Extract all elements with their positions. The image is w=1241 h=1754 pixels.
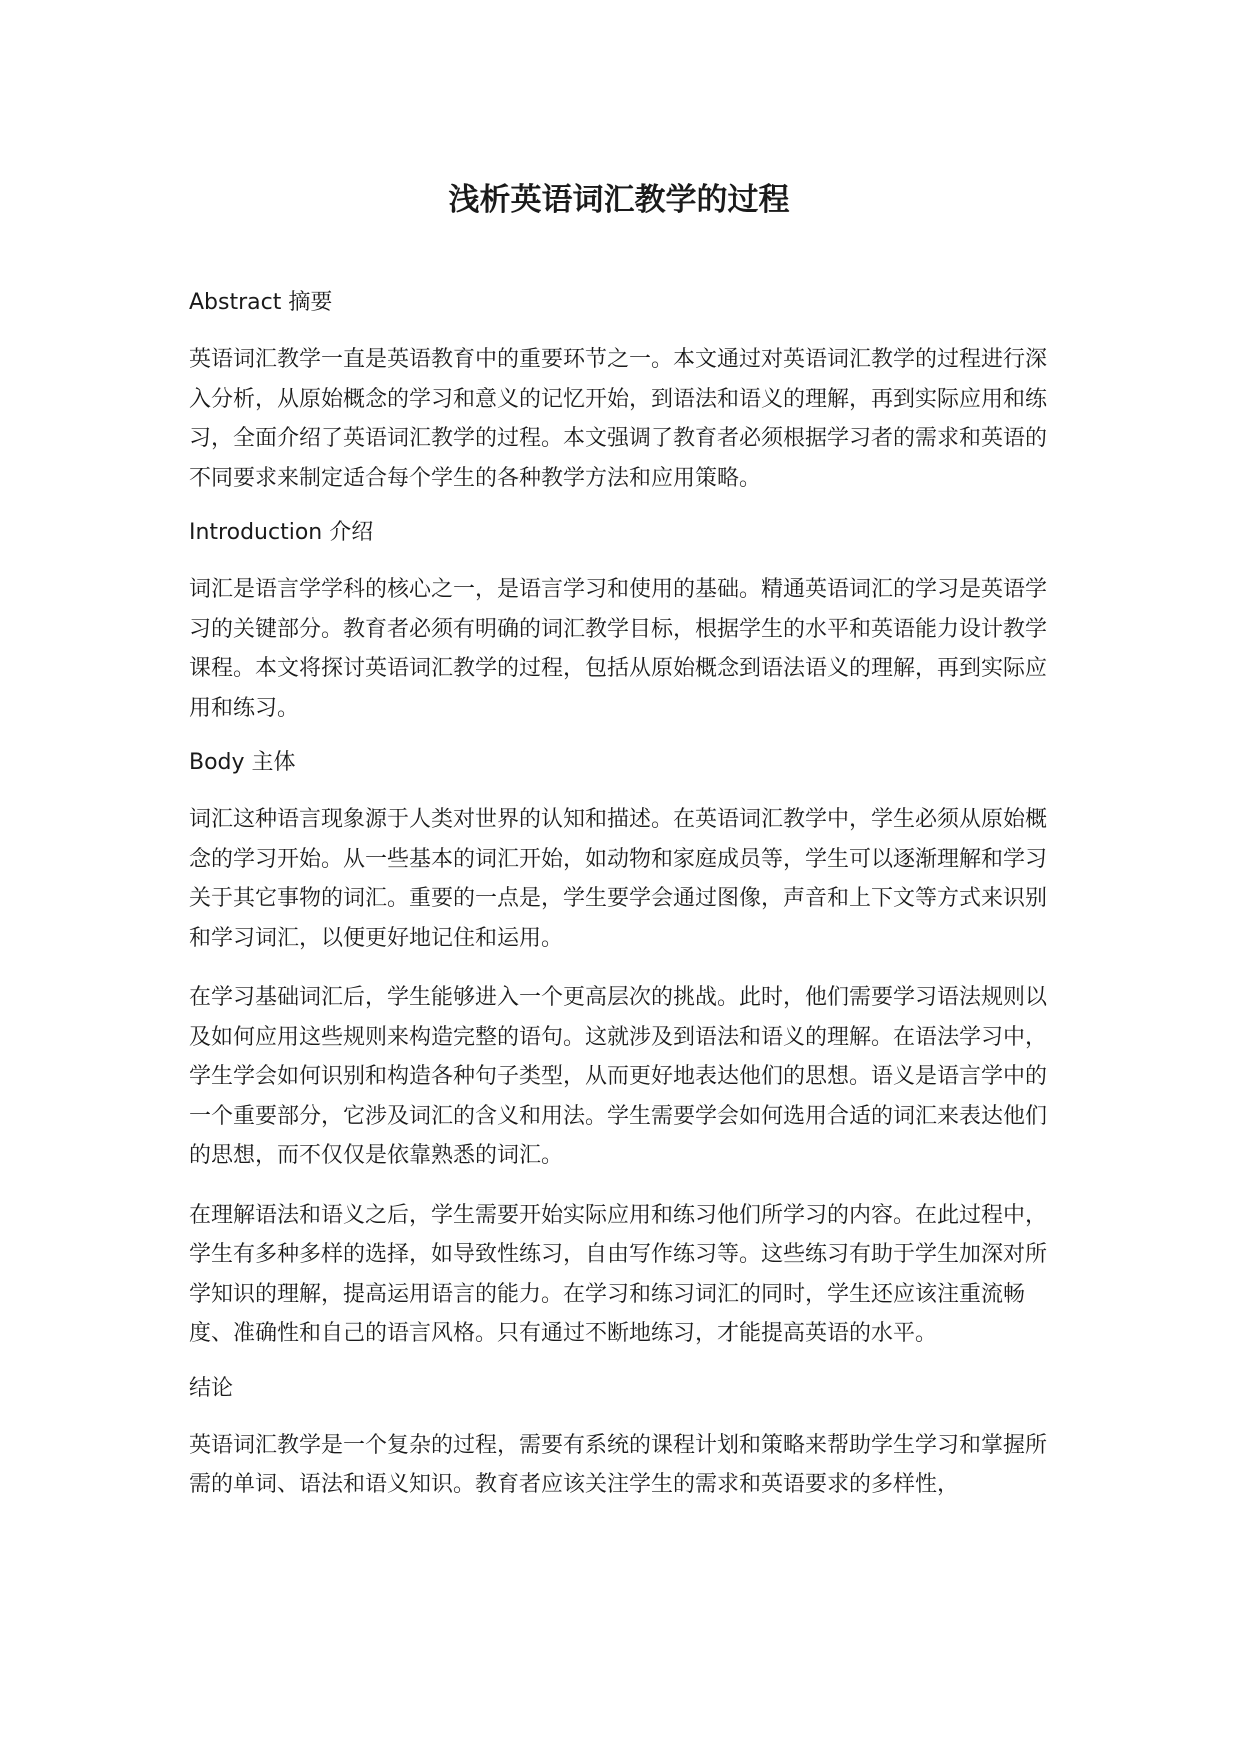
paragraph: 在理解语法和语义之后，学生需要开始实际应用和练习他们所学习的内容。在此过程中，学生有多种多样的选择，如导致性练习，自由写作练习等。这些练习有助于学生加深对所学知识的理解，提高运用语言的能力。在学习和练习词汇的同时，学生还应该注重流畅度、准确性和自己的语言风格。只有通过不断地练习，才能提高英语的水平。 <box>189 1202 1048 1346</box>
document-body <box>189 178 1049 1525</box>
paragraph: 英语词汇教学一直是英语教育中的重要环节之一。本文通过对英语词汇教学的过程进行深入分析，从原始概念的学习和意义的记忆开始，到语法和语义的理解，再到实际应用和练习，全面介绍了英语词汇教学的过程。本文强调了教育者必须根据学习者的需求和英语的不同要求来制定适合每个学生的各种教学方法和应用策略。 <box>189 347 1048 491</box>
section-heading: Introduction 介绍 <box>189 520 374 545</box>
section-heading: 结论 <box>189 1375 234 1401</box>
paragraph: 词汇这种语言现象源于人类对世界的认知和描述。在英语词汇教学中，学生必须从原始概念的学习开始。从一些基本的词汇开始，如动物和家庭成员等，学生可以逐渐理解和学习关于其它事物的词汇。重要的一点是，学生要学会通过图像，声音和上下文等方式来识别和学习词汇，以便更好地记住和运用。 <box>189 807 1048 951</box>
paragraph: 词汇是语言学学科的核心之一，是语言学习和使用的基础。精通英语词汇的学习是英语学习的关键部分。教育者必须有明确的词汇教学目标，根据学生的水平和英语能力设计教学课程。本文将探讨英语词汇教学的过程，包括从原始概念到语法语义的理解，再到实际应用和练习。 <box>189 577 1048 721</box>
section-heading: Abstract 摘要 <box>189 290 333 315</box>
section-abstract <box>189 288 1049 498</box>
paragraph: 英语词汇教学是一个复杂的过程，需要有系统的课程计划和策略来帮助学生学习和掌握所需的单词、语法和语义知识。教育者应该关注学生的需求和英语要求的多样性， <box>189 1432 1048 1497</box>
paragraph: 在学习基础词汇后，学生能够进入一个更高层次的挑战。此时，他们需要学习语法规则以及如何应用这些规则来构造完整的语句。这就涉及到语法和语义的理解。在语法学习中，学生学会如何识别和构造各种句子类型，从而更好地表达他们的思想。语义是语言学中的一个重要部分，它涉及词汇的含义和用法。学生需要学会如何选用合适的词汇来表达他们的思想，而不仅仅是依靠熟悉的词汇。 <box>189 985 1048 1168</box>
section-heading: Body 主体 <box>189 750 296 775</box>
document-title: 浅析英语词汇教学的过程 <box>448 182 790 218</box>
section-body <box>189 748 1049 1354</box>
section-conclusion <box>189 1374 1049 1505</box>
section-introduction <box>189 518 1049 728</box>
